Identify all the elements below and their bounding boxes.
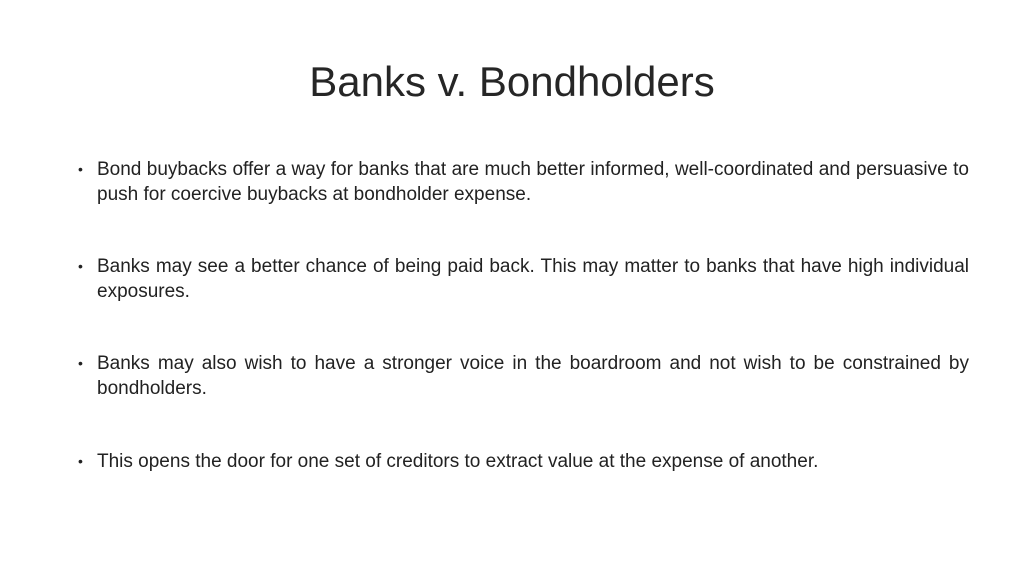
bullet-item <box>74 254 969 304</box>
bullet-dot-icon: • <box>78 258 83 274</box>
bullet-dot-icon: • <box>78 453 83 469</box>
bullet-item <box>74 351 969 401</box>
bullet-text: Banks may see a better chance of being paid back. This may matter to banks that have high individual exposures. <box>97 256 969 302</box>
slide-title: Banks v. Bondholders <box>309 58 715 105</box>
bullet-text: Bond buybacks offer a way for banks that are much better informed, well-coordinated and persuasive to push for coercive buybacks at bondholder expense. <box>97 159 969 205</box>
bullet-dot-icon: • <box>78 161 83 177</box>
bullet-dot-icon: • <box>78 355 83 371</box>
bullet-text: This opens the door for one set of creditors to extract value at the expense of another. <box>97 451 819 472</box>
bullet-item <box>74 157 969 207</box>
bullet-text: Banks may also wish to have a stronger voice in the boardroom and not wish to be constrained by bondholders. <box>97 353 969 399</box>
bullet-item <box>74 449 969 474</box>
